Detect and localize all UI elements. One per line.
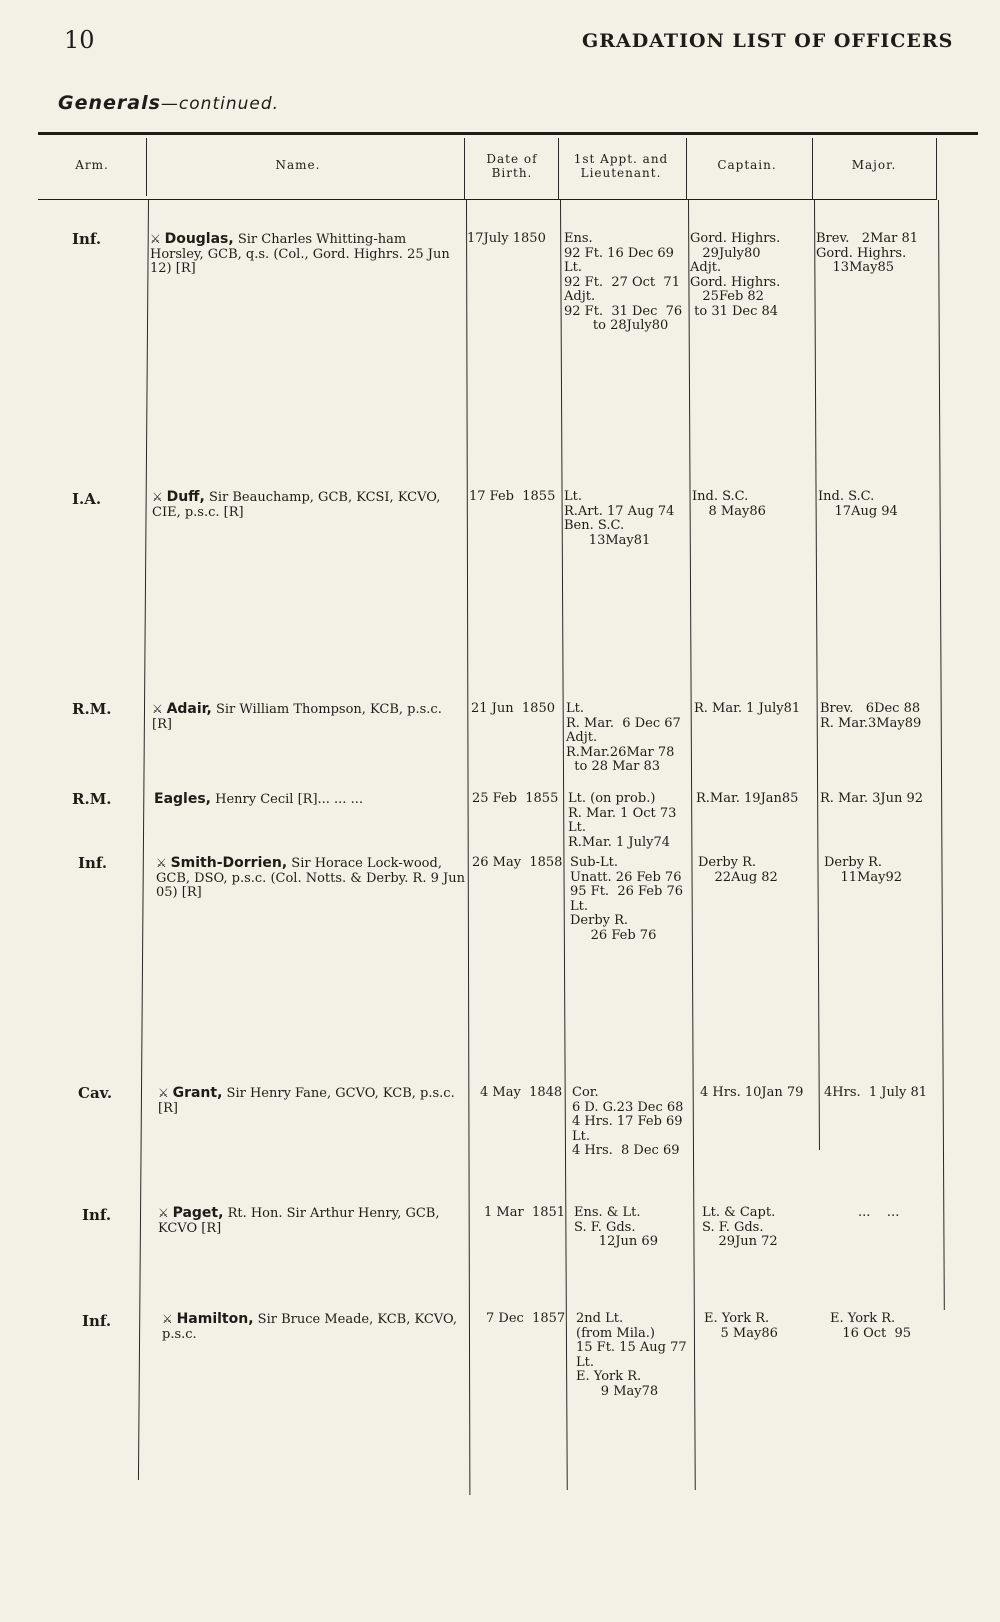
major-cell: Ind. S.C. 17Aug 94 (818, 489, 898, 519)
first-appt-cell: Lt. R. Mar. 6 Dec 67 Adjt. R.Mar.26Mar 78 to 28 Mar 83 (566, 701, 681, 774)
birth-cell: 17 Feb 1855 (469, 489, 556, 504)
col-divider (812, 138, 813, 200)
name-cell (156, 856, 470, 901)
officer-name-details: Sir Horace Lock-wood, GCB, DSO, p.s.c. (Col. Notts. & Derby. R. 9 Jun 05) [R] (156, 856, 465, 900)
col-header-major: Major. (851, 158, 897, 172)
officer-name-details: Sir Bruce Meade, KCB, KCVO, p.s.c. (162, 1312, 457, 1342)
officer-name-details: Sir Beauchamp, GCB, KCSI, KCVO, CIE, p.s.c. [R] (152, 490, 441, 520)
name-cell (152, 702, 462, 732)
captain-cell: E. York R. 5 May86 (704, 1311, 778, 1341)
birth-cell: 17July 1850 (467, 231, 546, 246)
officer-surname: Eagles, (154, 791, 211, 807)
crossed-swords-icon: ⚔ (162, 1312, 177, 1326)
col-divider (560, 200, 568, 1490)
major-cell: Derby R. 11May92 (824, 855, 903, 885)
officer-name-details: Sir William Thompson, KCB, p.s.c. [R] (152, 702, 442, 732)
crossed-swords-icon: ⚔ (158, 1086, 173, 1100)
officer-surname: Hamilton, (176, 1311, 254, 1327)
first-appt-cell: 2nd Lt. (from Mila.) 15 Ft. 15 Aug 77 Lt. E. York R. 9 May78 (576, 1311, 687, 1399)
section-suffix: —continued. (160, 94, 280, 114)
col-divider (146, 138, 147, 196)
major-cell: R. Mar. 3Jun 92 (820, 791, 924, 806)
birth-cell: 21 Jun 1850 (471, 701, 555, 716)
officer-name-details: Sir Henry Fane, GCVO, KCB, p.s.c. [R] (158, 1086, 455, 1116)
col-divider (938, 200, 945, 1310)
captain-cell: Ind. S.C. 8 May86 (692, 489, 766, 519)
crossed-swords-icon: ⚔ (152, 490, 167, 504)
birth-cell: 1 Mar 1851 (484, 1205, 566, 1220)
crossed-swords-icon: ⚔ (152, 702, 167, 716)
birth-cell: 26 May 1858 (472, 855, 563, 870)
captain-cell: Lt. & Capt. S. F. Gds. 29Jun 72 (702, 1205, 778, 1249)
col-divider (814, 200, 820, 1150)
arm-cell: Inf. (82, 1312, 112, 1330)
officer-surname: Smith-Dorrien, (170, 855, 288, 871)
col-header-captain: Captain. (717, 158, 777, 172)
officer-name-details: Rt. Hon. Sir Arthur Henry, GCB, KCVO [R] (158, 1206, 440, 1236)
name-cell (154, 792, 464, 808)
col-divider (138, 200, 149, 1480)
arm-cell: Inf. (72, 230, 102, 248)
captain-cell: Derby R. 22Aug 82 (698, 855, 778, 885)
first-appt-cell: Sub-Lt. Unatt. 26 Feb 76 95 Ft. 26 Feb 76 Lt. Derby R. 26 Feb 76 (570, 855, 683, 943)
col-divider (686, 138, 687, 200)
name-cell (152, 490, 462, 520)
first-appt-cell: Ens. 92 Ft. 16 Dec 69 Lt. 92 Ft. 27 Oct 71 Adjt. 92 Ft. 31 Dec 76 to 28July80 (564, 231, 683, 333)
officer-name-details: Sir Charles Whitting-ham Horsley, GCB, q.s. (Col., Gord. Highrs. 25 Jun 12) [R] (150, 232, 450, 276)
birth-cell: 7 Dec 1857 (486, 1311, 566, 1326)
birth-cell: 4 May 1848 (480, 1085, 563, 1100)
section-heading (58, 92, 279, 114)
name-cell (150, 232, 462, 277)
major-cell: E. York R. 16 Oct 95 (830, 1311, 912, 1341)
col-header-arm: Arm. (75, 158, 109, 172)
major-cell: Brev. 6Dec 88 R. Mar.3May89 (820, 701, 922, 731)
first-appt-cell: Lt. R.Art. 17 Aug 74 Ben. S.C. 13May81 (564, 489, 675, 548)
officer-surname: Douglas, (164, 231, 234, 247)
captain-cell: R. Mar. 1 July81 (694, 701, 801, 716)
officer-surname: Duff, (166, 489, 205, 505)
name-cell (158, 1086, 472, 1116)
officer-surname: Adair, (166, 701, 212, 717)
arm-cell: Inf. (82, 1206, 112, 1224)
major-cell: Brev. 2Mar 81 Gord. Highrs. 13May85 (816, 231, 919, 275)
table-header-rule (38, 199, 936, 200)
col-header-first-appt: 1st Appt. and Lieutenant. (573, 152, 669, 180)
table-top-rule (38, 132, 978, 135)
birth-cell: 25 Feb 1855 (472, 791, 559, 806)
arm-cell: Cav. (78, 1084, 113, 1102)
arm-cell: Inf. (78, 854, 108, 872)
crossed-swords-icon: ⚔ (158, 1206, 173, 1220)
col-header-birth: Date of Birth. (486, 152, 538, 180)
arm-cell: I.A. (72, 490, 102, 508)
captain-cell: R.Mar. 19Jan85 (696, 791, 799, 806)
section-title: Generals (58, 92, 161, 114)
col-divider (936, 138, 937, 200)
col-divider (688, 200, 696, 1490)
first-appt-cell: Cor. 6 D. G.23 Dec 68 4 Hrs. 17 Feb 69 Lt. 4 Hrs. 8 Dec 69 (572, 1085, 684, 1158)
officer-surname: Grant, (172, 1085, 223, 1101)
captain-cell: 4 Hrs. 10Jan 79 (700, 1085, 804, 1100)
arm-cell: R.M. (72, 790, 112, 808)
col-divider (558, 138, 559, 200)
major-cell: 4Hrs. 1 July 81 (824, 1085, 928, 1100)
major-cell: ... ... (858, 1205, 900, 1220)
crossed-swords-icon: ⚔ (150, 232, 165, 246)
page-number: 10 (64, 26, 95, 54)
first-appt-cell: Lt. (on prob.) R. Mar. 1 Oct 73 Lt. R.Mar. 1 July74 (568, 791, 677, 850)
name-cell (158, 1206, 474, 1236)
officer-name-details: Henry Cecil [R]... ... ... (210, 792, 363, 807)
col-divider (464, 138, 465, 200)
col-divider (466, 200, 470, 1495)
name-cell (162, 1312, 478, 1342)
running-title: GRADATION LIST OF OFFICERS (582, 30, 954, 52)
arm-cell: R.M. (72, 700, 112, 718)
col-header-name: Name. (275, 158, 321, 172)
captain-cell: Gord. Highrs. 29July80 Adjt. Gord. Highrs. 25Feb 82 to 31 Dec 84 (690, 231, 781, 319)
officer-surname: Paget, (172, 1205, 224, 1221)
first-appt-cell: Ens. & Lt. S. F. Gds. 12Jun 69 (574, 1205, 658, 1249)
crossed-swords-icon: ⚔ (156, 856, 171, 870)
